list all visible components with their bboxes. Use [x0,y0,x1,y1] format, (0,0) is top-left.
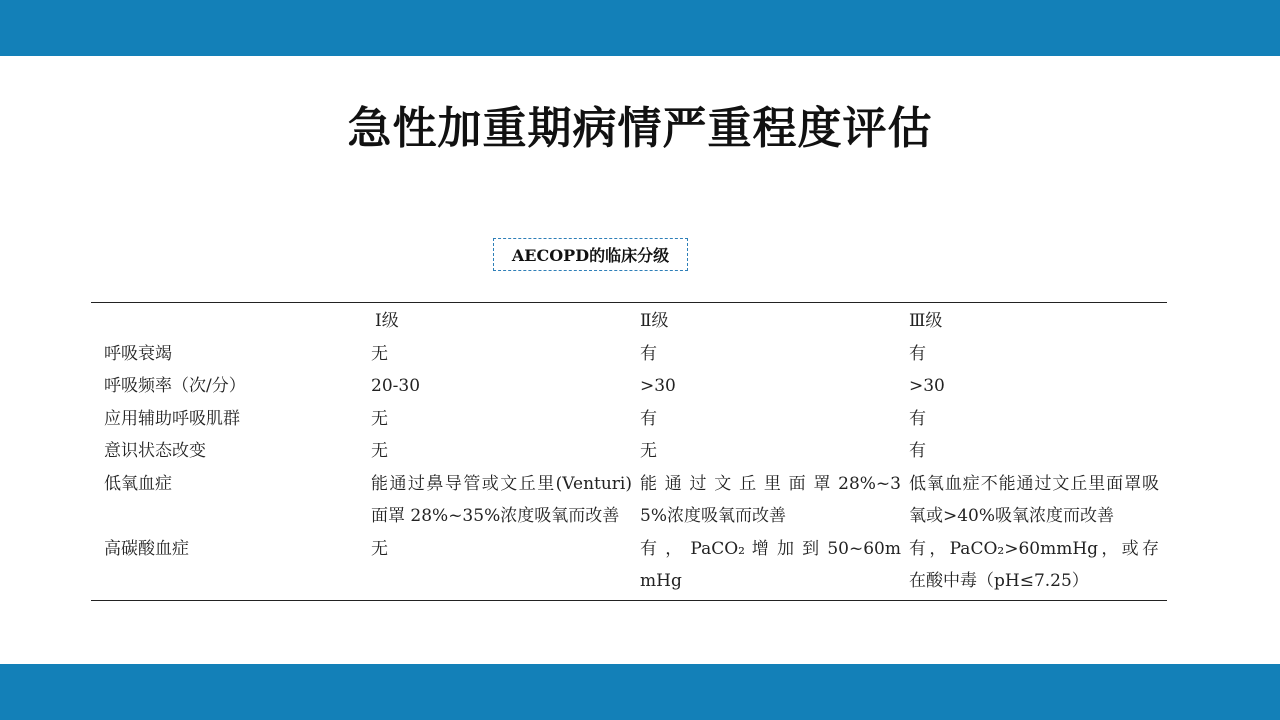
header-cell-empty [91,305,371,338]
row-label: 呼吸衰竭 [104,343,172,364]
header-cell-grade-2: Ⅱ级 [640,311,669,331]
table-cell: 无 [371,538,388,559]
table-row [91,338,1167,371]
table-cell: 无 [640,441,657,461]
table-row [91,468,1167,533]
header-cell-grade-3: Ⅲ级 [909,311,943,331]
table-cell: 20-30 [371,376,421,396]
table-cell: 有，PaCO₂>60mmHg，或存在酸中毒（pH≤7.25） [909,538,1159,591]
table-cell: 能 通 过 文 丘 里 面 罩 28%~35%浓度吸氧而改善 [640,473,901,526]
page-title: 急性加重期病情严重程度评估 [347,103,933,154]
table-row [91,370,1167,403]
table-row [91,403,1167,436]
grading-table [91,302,1167,601]
table-cell: 无 [371,408,388,429]
bottom-banner [0,664,1280,720]
top-banner [0,0,1280,56]
row-label: 应用辅助呼吸肌群 [104,408,240,429]
table-cell: 有 ， PaCO₂ 增 加 到 50~60mmHg [640,538,901,591]
table-caption: AECOPD的临床分级 [493,238,688,271]
row-label: 呼吸频率（次/分） [104,376,246,396]
row-label: 高碳酸血症 [104,538,189,559]
table-cell: 无 [371,343,388,364]
table-header-row [91,305,1167,338]
header-cell-grade-1: Ⅰ级 [375,311,399,331]
table-cell: 有 [909,343,926,364]
table-row [91,533,1167,598]
table-cell: 无 [371,441,388,461]
table-row [91,435,1167,468]
table-cell: >30 [909,376,945,396]
table-cell: 低氧血症不能通过文丘里面罩吸氧或>40%吸氧浓度而改善 [909,473,1159,526]
table-cell: 有 [640,408,657,429]
row-label: 意识状态改变 [104,441,206,461]
table-cell: 有 [909,441,926,461]
table-cell: 有 [640,343,657,364]
row-label: 低氧血症 [104,473,172,494]
table-cell: 能通过鼻导管或文丘里(Venturi)面罩 28%~35%浓度吸氧而改善 [371,473,632,526]
table-cell: >30 [640,376,676,396]
table-cell: 有 [909,408,926,429]
